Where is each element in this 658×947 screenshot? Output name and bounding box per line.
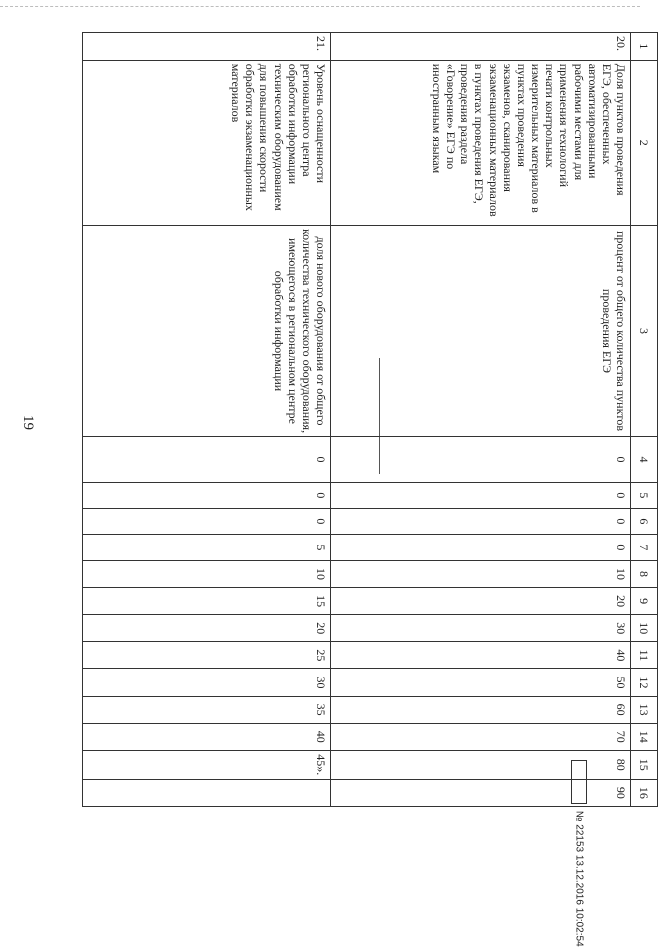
document-stamp [571,760,587,947]
value-cell: 0 [83,437,331,483]
value-cell: 0 [331,534,631,560]
top-dashed-line [0,6,640,8]
indicator-name: Уровень оснащенности регионального центра обработки информации техническим оборудованием для повышения скорости обработки экзаменационных материалов [83,60,331,225]
value-cell: 0 [83,508,331,534]
header-cell: 8 [631,560,658,587]
indicator-table-container [82,32,658,807]
value-cell: 50 [331,669,631,696]
header-cell: 16 [631,779,658,806]
header-cell: 6 [631,508,658,534]
value-cell: 10 [331,560,631,587]
indicator-unit: доля нового оборудования от общего количества технического оборудования, имеющегося в региональном центре обработки информации [83,225,331,436]
indicator-unit: процент от общего количества пунктов проведения ЕГЭ [331,225,631,436]
value-cell: 10 [83,560,331,587]
value-cell: 45». [83,750,331,779]
value-cell: 70 [331,723,631,750]
row-number: 20. [331,33,631,61]
header-cell: 15 [631,750,658,779]
header-cell: 9 [631,588,658,615]
header-cell: 2 [631,60,658,225]
header-cell: 7 [631,534,658,560]
header-cell: 5 [631,482,658,508]
header-cell: 4 [631,437,658,483]
value-cell [83,779,331,806]
value-cell: 0 [331,482,631,508]
value-cell: 0 [331,437,631,483]
value-cell: 20 [83,615,331,642]
header-cell: 3 [631,225,658,436]
value-cell: 90 [331,779,631,806]
header-cell: 14 [631,723,658,750]
page-number: 19 [20,415,36,430]
value-cell: 5 [83,534,331,560]
value-cell: 15 [83,588,331,615]
value-cell: 40 [83,723,331,750]
row-number: 21. [83,33,331,61]
indicator-table [82,32,658,807]
stamp-text: № 22153 13.12.2016 10:02:54 [573,810,585,947]
header-cell: 10 [631,615,658,642]
value-cell: 40 [331,642,631,669]
stamp-logo-icon [571,760,587,804]
table-row [331,33,631,807]
indicator-name: Доля пунктов проведения ЕГЭ, обеспеченных автоматизированными рабочими местами для применения технологий печати контрольных измерительных материалов в пунктах проведения экзаменов, сканирования экзаменационных материалов в пунктах проведения ЕГЭ, проведения раздела «Говорение» ЕГЭ по иностранным языкам [331,60,631,225]
header-cell: 11 [631,642,658,669]
value-cell: 60 [331,696,631,723]
header-cell: 12 [631,669,658,696]
value-cell: 0 [331,508,631,534]
value-cell: 25 [83,642,331,669]
value-cell: 80 [331,750,631,779]
value-cell: 0 [83,482,331,508]
value-cell: 30 [83,669,331,696]
header-cell: 1 [631,33,658,61]
table-row [83,33,331,807]
value-cell: 35 [83,696,331,723]
value-cell: 30 [331,615,631,642]
header-row [631,33,658,807]
header-cell: 13 [631,696,658,723]
value-cell: 20 [331,588,631,615]
